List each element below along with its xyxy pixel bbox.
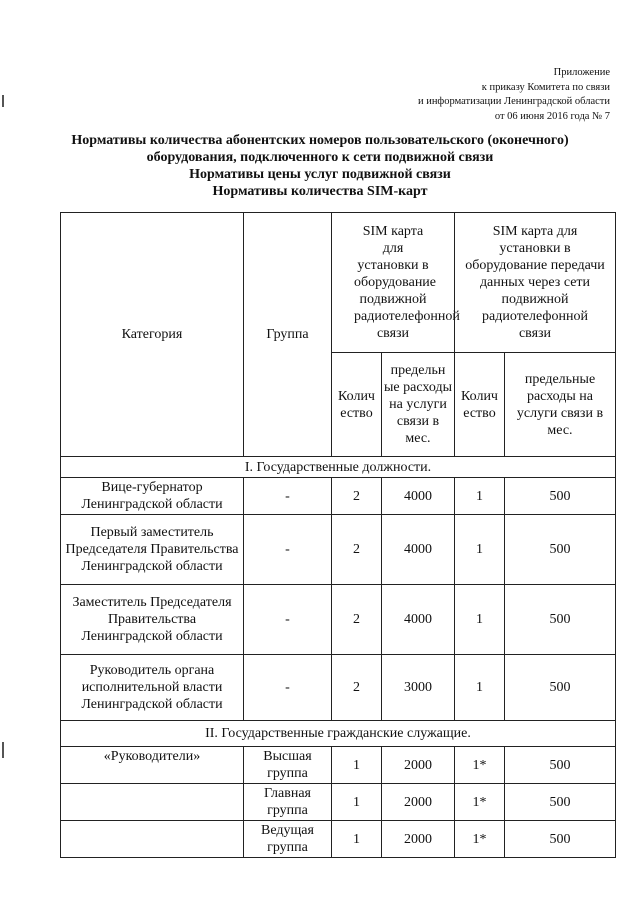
cell-qty2: 1* xyxy=(455,821,505,858)
appendix-line: и информатизации Ленинградской области xyxy=(417,96,610,107)
document-titles xyxy=(0,132,640,200)
cell-qty2: 1* xyxy=(455,747,505,784)
cell-group: - xyxy=(244,478,332,515)
cell-qty1: 1 xyxy=(332,747,382,784)
header-qty2: Колич ество xyxy=(455,353,505,457)
cell-limit2: 500 xyxy=(505,515,616,585)
appendix-line: Приложение xyxy=(553,67,610,78)
title-line: Нормативы количества SIM-карт xyxy=(212,184,428,199)
cell-limit2: 500 xyxy=(505,655,616,721)
cell-limit2: 500 xyxy=(505,784,616,821)
section-title: II. Государственные гражданские служащие. xyxy=(61,721,616,747)
cell-group: Главная группа xyxy=(244,784,332,821)
cell-limit2: 500 xyxy=(505,747,616,784)
appendix-line: к приказу Комитета по связи xyxy=(481,81,610,93)
scan-edge-mark xyxy=(2,95,4,107)
header-limit2: предельные расходы на услуги связи в мес. xyxy=(505,353,616,457)
header-group: Группа xyxy=(244,213,332,457)
title-line: оборудования, подключенного к сети подвижной связи xyxy=(146,150,494,165)
table-row xyxy=(61,515,616,585)
cell-limit2: 500 xyxy=(505,821,616,858)
cell-qty2: 1 xyxy=(455,478,505,515)
cell-category: Вице-губернатор Ленинградской области xyxy=(61,478,244,515)
cell-group: - xyxy=(244,515,332,585)
header-category: Категория xyxy=(61,213,244,457)
cell-qty1: 2 xyxy=(332,478,382,515)
cell-group: - xyxy=(244,655,332,721)
title-line: Нормативы цены услуг подвижной связи xyxy=(189,167,451,182)
cell-qty2: 1* xyxy=(455,784,505,821)
cell-limit2: 500 xyxy=(505,478,616,515)
cell-qty1: 2 xyxy=(332,585,382,655)
table-row xyxy=(61,585,616,655)
header-sim-data: SIM карта для установки в оборудование передачи данных через сети подвижной радиотелефонной связи xyxy=(455,213,616,353)
cell-qty2: 1 xyxy=(455,585,505,655)
cell-limit2: 500 xyxy=(505,585,616,655)
cell-qty2: 1 xyxy=(455,655,505,721)
cell-group: Высшая группа xyxy=(244,747,332,784)
cell-qty2: 1 xyxy=(455,515,505,585)
title-line: Нормативы количества абонентских номеров пользовательского (оконечного) xyxy=(71,133,569,148)
cell-limit1: 2000 xyxy=(382,821,455,858)
cell-group: - xyxy=(244,585,332,655)
header-qty: Колич ество xyxy=(332,353,382,457)
header-row xyxy=(61,213,616,353)
cell-category xyxy=(61,784,244,821)
cell-category: Первый заместитель Председателя Правительства Ленинградской области xyxy=(61,515,244,585)
cell-category: «Руководители» xyxy=(61,747,244,784)
table-row xyxy=(61,821,616,858)
cell-category: Заместитель Председателя Правительства Ленинградской области xyxy=(61,585,244,655)
header-limit: предельн ые расходы на услуги связи в мес. xyxy=(382,353,455,457)
table-row xyxy=(61,478,616,515)
cell-limit1: 3000 xyxy=(382,655,455,721)
cell-qty1: 1 xyxy=(332,821,382,858)
cell-group: Ведущая группа xyxy=(244,821,332,858)
cell-limit1: 2000 xyxy=(382,784,455,821)
cell-category: Руководитель органа исполнительной власти Ленинградской области xyxy=(61,655,244,721)
cell-limit1: 4000 xyxy=(382,478,455,515)
table-row xyxy=(61,655,616,721)
header-sim-radio: SIM карта для установки в оборудование подвижной радиотелефонной связи xyxy=(332,213,455,353)
cell-qty1: 2 xyxy=(332,655,382,721)
section-row xyxy=(61,457,616,478)
cell-limit1: 2000 xyxy=(382,747,455,784)
cell-qty1: 1 xyxy=(332,784,382,821)
table-row xyxy=(61,747,616,784)
appendix-line: от 06 июня 2016 года № 7 xyxy=(494,110,610,122)
norms-table xyxy=(60,212,616,858)
section-title: I. Государственные должности. xyxy=(61,457,616,478)
section-row xyxy=(61,721,616,747)
cell-category xyxy=(61,821,244,858)
scan-edge-mark xyxy=(2,742,4,758)
appendix-block xyxy=(418,66,610,124)
table-row xyxy=(61,784,616,821)
cell-limit1: 4000 xyxy=(382,515,455,585)
cell-limit1: 4000 xyxy=(382,585,455,655)
cell-qty1: 2 xyxy=(332,515,382,585)
